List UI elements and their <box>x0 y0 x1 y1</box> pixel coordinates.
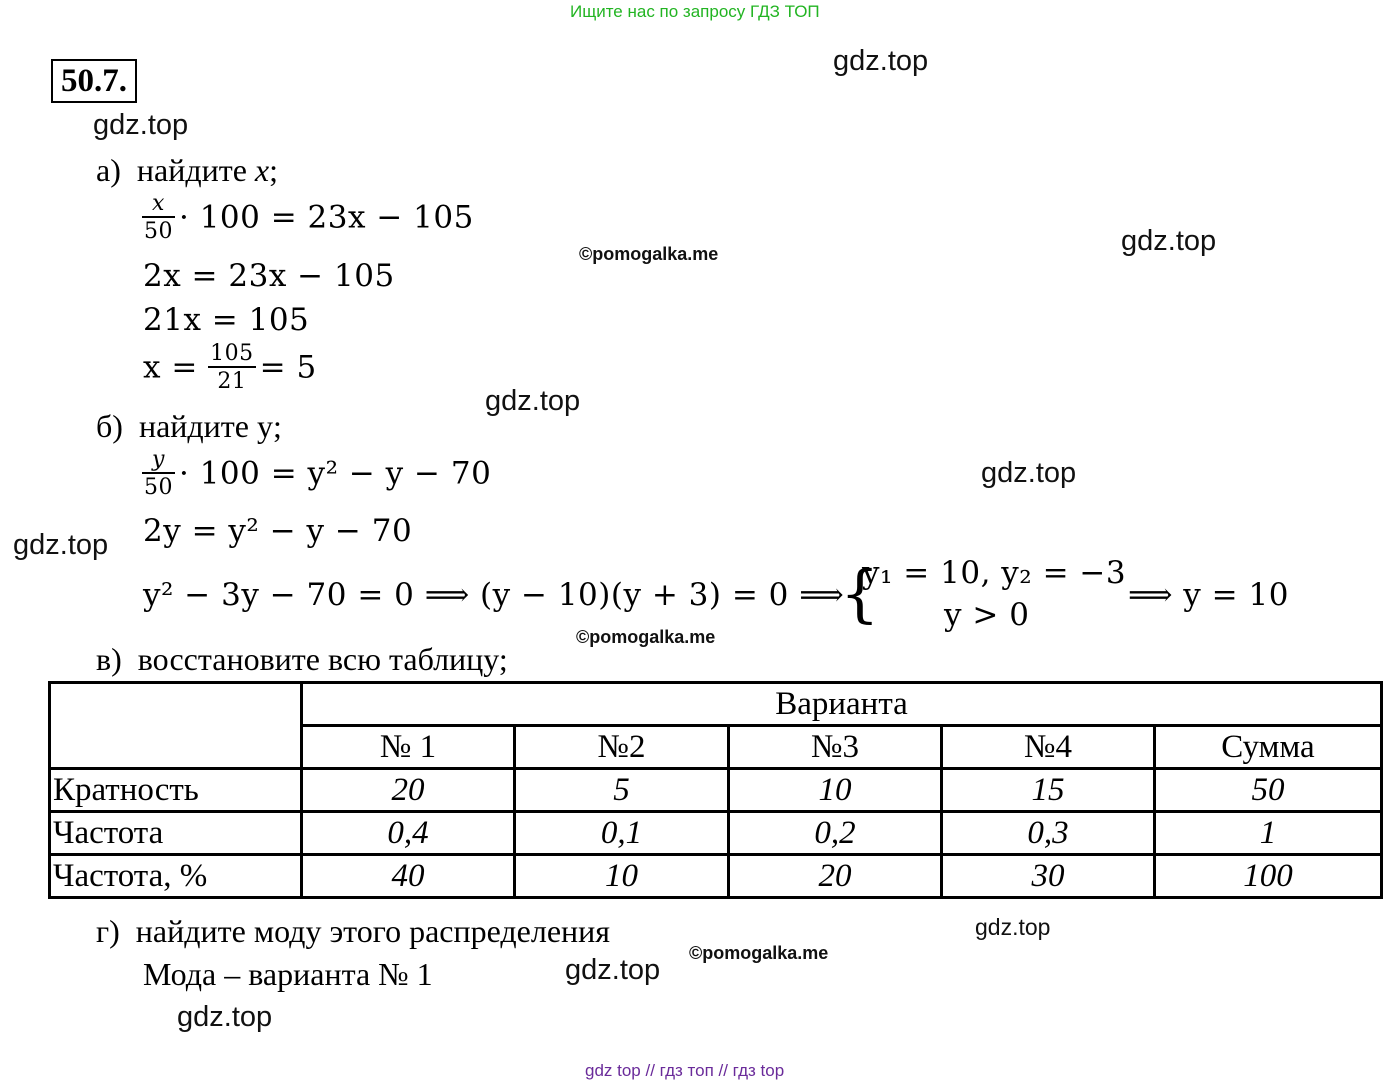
table-cell: 50 <box>1155 769 1382 812</box>
part-a-line2: 2x = 23x − 105 <box>143 258 395 294</box>
table-cell: 10 <box>515 855 729 898</box>
table-cell: 15 <box>942 769 1155 812</box>
watermark-gdz: gdz.top <box>975 914 1051 940</box>
table-corner <box>50 683 302 769</box>
problem-number: 50.7. <box>51 59 137 103</box>
system-line2: y > 0 <box>944 597 1030 633</box>
part-g-marker: г) <box>96 913 120 949</box>
watermark-gdz: gdz.top <box>13 529 109 561</box>
part-v-heading <box>96 641 508 678</box>
part-v-task: восстановите всю таблицу; <box>137 641 508 677</box>
part-b-result: ⟹ y = 10 <box>1128 577 1289 613</box>
table-cell: 0,3 <box>942 812 1155 855</box>
system-brace: { <box>840 557 880 630</box>
table-column-header: №2 <box>515 726 729 769</box>
table-cell: 5 <box>515 769 729 812</box>
fraction: $\frac{y}{50}$ <box>144 447 173 500</box>
part-b-marker: б) <box>96 408 123 444</box>
table-column-header: Сумма <box>1155 726 1382 769</box>
part-a-task: найдите <box>136 152 247 188</box>
table-column-header: № 1 <box>302 726 515 769</box>
fraction: $\frac{x}{50}$ <box>144 191 173 244</box>
part-a-marker: а) <box>96 152 121 188</box>
watermark-gdz: gdz.top <box>565 954 661 986</box>
watermark-gdz: gdz.top <box>1121 225 1217 257</box>
part-b-line2: 2y = y² − y − 70 <box>143 513 413 549</box>
part-b-line1: $\frac{y}{50}$ · 100 = y² − y − 70 <box>144 447 492 500</box>
frequency-table <box>48 681 1383 899</box>
watermark-pomogalka: ©pomogalka.me <box>576 627 716 647</box>
table-cell: 0,2 <box>729 812 942 855</box>
part-a-heading: а) найдите x; <box>96 152 278 188</box>
table-cell: 0,4 <box>302 812 515 855</box>
watermark-pomogalka: ©pomogalka.me <box>579 244 719 264</box>
table-row-label: Частота, % <box>50 855 302 898</box>
part-a-line4: x = $\frac{105}{21}$ = 5 <box>143 341 317 394</box>
part-g-task: найдите моду этого распределения <box>135 913 610 949</box>
table-column-header: №3 <box>729 726 942 769</box>
part-b-line3: y² − 3y − 70 = 0 ⟹ (y − 10)(y + 3) = 0 ⟹ <box>143 577 845 613</box>
table-cell: 20 <box>302 769 515 812</box>
table-cell: 100 <box>1155 855 1382 898</box>
table-cell: 30 <box>942 855 1155 898</box>
table-row-label: Частота <box>50 812 302 855</box>
table-group-header: Варианта <box>302 683 1382 726</box>
table-row <box>50 812 1382 855</box>
part-g-heading <box>96 913 610 950</box>
table-row <box>50 769 1382 812</box>
watermark-gdz: gdz.top <box>177 1001 273 1033</box>
system-line1: y₁ = 10, y₂ = −3 <box>862 555 1127 591</box>
watermark-gdz: gdz.top <box>981 457 1077 489</box>
part-g-answer: Мода – варианта № 1 <box>143 956 433 992</box>
table-cell: 40 <box>302 855 515 898</box>
table-cell: 1 <box>1155 812 1382 855</box>
part-v-marker: в) <box>96 641 122 677</box>
watermark-gdz: gdz.top <box>485 385 581 417</box>
part-b-task: найдите y; <box>138 408 282 444</box>
table-cell: 0,1 <box>515 812 729 855</box>
fraction: $\frac{105}{21}$ <box>210 341 254 394</box>
top-banner: Ищите нас по запросу ГДЗ ТОП <box>570 2 820 21</box>
table-cell: 10 <box>729 769 942 812</box>
part-a-line3: 21x = 105 <box>143 302 310 338</box>
table-row <box>50 855 1382 898</box>
watermark-pomogalka: ©pomogalka.me <box>689 943 829 963</box>
part-a-line1: $\frac{x}{50}$ · 100 = 23x − 105 <box>144 191 474 244</box>
watermark-gdz: gdz.top <box>93 109 189 141</box>
table-cell: 20 <box>729 855 942 898</box>
watermark-gdz: gdz.top <box>833 45 929 77</box>
part-b-heading <box>96 408 282 445</box>
footer-links[interactable]: gdz top // гдз топ // гдз top <box>585 1061 785 1080</box>
table-column-header: №4 <box>942 726 1155 769</box>
table-row-label: Кратность <box>50 769 302 812</box>
